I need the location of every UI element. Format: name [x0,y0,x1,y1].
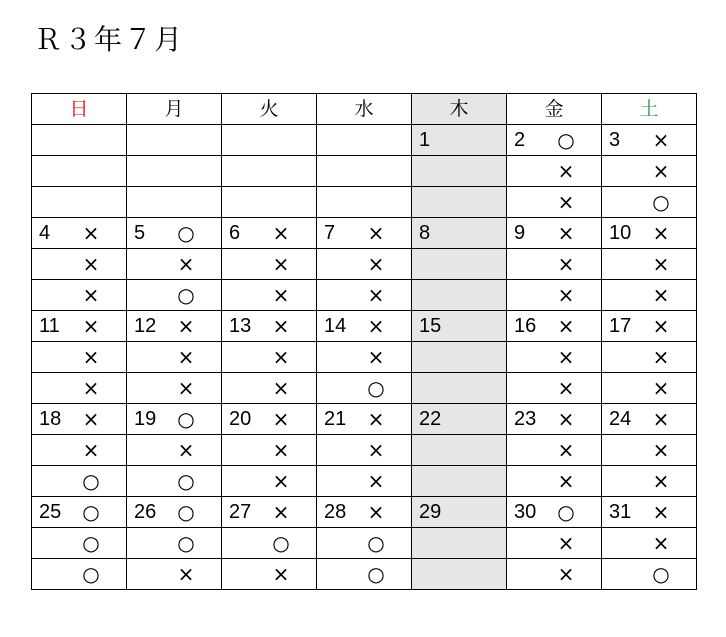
date-number: 23 [514,408,537,430]
day-cell [317,125,412,218]
date-number: 16 [514,315,537,337]
availability-mark: × [82,314,100,338]
availability-mark: × [272,407,290,431]
day-cell [32,218,127,311]
availability-mark: ○ [652,562,670,586]
date-number: 15 [419,315,442,337]
availability-mark: × [652,283,670,307]
availability-mark: × [367,469,385,493]
date-number: 9 [514,222,526,244]
availability-mark: × [82,407,100,431]
date-number: 4 [39,222,51,244]
availability-mark: × [272,221,290,245]
availability-mark: × [177,562,195,586]
availability-mark: × [82,221,100,245]
date-number: 22 [419,408,442,430]
day-cell [317,218,412,311]
date-number: 8 [419,222,431,244]
availability-mark: × [652,221,670,245]
calendar-title: Ｒ３年７月 [34,23,185,56]
availability-mark [363,125,389,155]
availability-mark [78,187,104,217]
availability-mark: × [272,283,290,307]
availability-mark: ○ [177,221,195,245]
weekday-header-thursday: 木 [412,94,507,125]
day-cell [222,497,317,590]
day-cell [507,497,602,590]
day-cell [32,125,127,218]
availability-mark: × [367,314,385,338]
availability-mark [173,125,199,155]
date-number: 27 [229,501,252,523]
week-row [32,311,697,404]
availability-mark: × [177,314,195,338]
availability-mark: × [177,345,195,369]
availability-mark: ○ [177,531,195,555]
availability-mark: × [652,438,670,462]
availability-mark: × [367,500,385,524]
availability-mark: × [557,376,575,400]
day-cell [507,125,602,218]
availability-mark: × [367,438,385,462]
day-cell [222,404,317,497]
availability-mark: × [652,407,670,431]
availability-mark: × [652,376,670,400]
date-number: 11 [39,315,60,337]
week-row [32,497,697,590]
day-cell [412,311,507,404]
day-cell [602,404,697,497]
availability-mark: × [82,438,100,462]
availability-mark: × [557,314,575,338]
availability-mark [78,125,104,155]
availability-mark: × [272,252,290,276]
day-cell [127,125,222,218]
day-cell [222,125,317,218]
day-cell [602,218,697,311]
availability-mark [363,156,389,186]
availability-mark: × [557,407,575,431]
weekday-header-sunday: 日 [32,94,127,125]
day-cell [507,218,602,311]
day-cell [602,497,697,590]
day-cell [127,404,222,497]
availability-mark: ○ [652,190,670,214]
day-cell [507,404,602,497]
availability-mark: ○ [82,562,100,586]
availability-mark: ○ [272,531,290,555]
calendar-grid [31,93,697,590]
availability-mark: × [652,159,670,183]
availability-mark: ○ [367,562,385,586]
day-cell [127,497,222,590]
week-row [32,218,697,311]
availability-mark: × [177,252,195,276]
date-number: 20 [229,408,252,430]
availability-mark: × [557,531,575,555]
availability-mark: × [557,190,575,214]
date-number: 5 [134,222,146,244]
date-number: 17 [609,315,632,337]
availability-mark: ○ [177,407,195,431]
date-number: 29 [419,501,442,523]
date-number: 19 [134,408,157,430]
availability-mark: × [367,407,385,431]
day-cell [602,311,697,404]
availability-mark: ○ [557,128,575,152]
day-cell [317,404,412,497]
availability-mark: × [557,159,575,183]
availability-mark: × [82,345,100,369]
weekday-header-friday: 金 [507,94,602,125]
availability-mark [173,156,199,186]
availability-mark [268,187,294,217]
availability-mark: × [272,376,290,400]
availability-mark: × [557,252,575,276]
availability-mark: × [557,283,575,307]
availability-mark: × [272,438,290,462]
day-cell [412,404,507,497]
date-number: 18 [39,408,62,430]
availability-mark: × [272,469,290,493]
day-cell [222,218,317,311]
day-cell [412,125,507,218]
day-cell [602,125,697,218]
day-cell [32,404,127,497]
date-number: 3 [609,129,621,151]
availability-mark [363,187,389,217]
date-number: 28 [324,501,347,523]
week-row [32,404,697,497]
weekday-header-row [32,94,697,125]
date-number: 26 [134,501,157,523]
availability-mark [173,187,199,217]
availability-mark: × [652,128,670,152]
availability-mark: ○ [557,500,575,524]
availability-mark: ○ [177,469,195,493]
availability-mark: ○ [367,376,385,400]
day-cell [412,218,507,311]
date-number: 2 [514,129,526,151]
weekday-header-monday: 月 [127,94,222,125]
availability-mark: × [82,252,100,276]
availability-mark: × [652,500,670,524]
day-cell [317,497,412,590]
availability-mark [78,156,104,186]
availability-mark: × [652,252,670,276]
date-number: 12 [134,315,157,337]
availability-mark: × [557,438,575,462]
availability-mark: × [652,531,670,555]
availability-mark: × [177,376,195,400]
day-cell [317,311,412,404]
date-number: 30 [514,501,537,523]
weekday-header-tuesday: 火 [222,94,317,125]
availability-mark: × [367,221,385,245]
availability-mark: × [652,469,670,493]
day-cell [32,497,127,590]
day-cell [507,311,602,404]
availability-mark: × [177,438,195,462]
availability-mark: × [557,345,575,369]
day-cell [127,311,222,404]
availability-mark: ○ [82,469,100,493]
availability-mark: × [272,345,290,369]
availability-mark: × [272,314,290,338]
availability-mark: ○ [177,283,195,307]
availability-mark: × [272,562,290,586]
availability-mark [268,156,294,186]
date-number: 6 [229,222,241,244]
availability-mark: ○ [82,531,100,555]
availability-mark: × [367,252,385,276]
availability-mark [268,125,294,155]
availability-mark: × [367,345,385,369]
day-cell [412,497,507,590]
week-row [32,125,697,218]
date-number: 25 [39,501,62,523]
date-number: 7 [324,222,336,244]
availability-mark: × [367,283,385,307]
availability-mark: × [652,314,670,338]
date-number: 13 [229,315,252,337]
weekday-header-saturday: 土 [602,94,697,125]
availability-mark: × [272,500,290,524]
availability-mark: × [557,469,575,493]
date-number: 21 [324,408,347,430]
availability-mark: ○ [177,500,195,524]
day-cell [127,218,222,311]
availability-mark: × [82,283,100,307]
day-cell [32,311,127,404]
date-number: 24 [609,408,632,430]
day-cell [222,311,317,404]
availability-mark: ○ [82,500,100,524]
availability-mark: × [82,376,100,400]
availability-mark: ○ [367,531,385,555]
date-number: 31 [609,501,632,523]
availability-mark: × [557,562,575,586]
availability-mark: × [557,221,575,245]
weekday-header-wednesday: 水 [317,94,412,125]
date-number: 10 [609,222,632,244]
date-number: 14 [324,315,347,337]
availability-mark: × [652,345,670,369]
date-number: 1 [419,129,431,151]
